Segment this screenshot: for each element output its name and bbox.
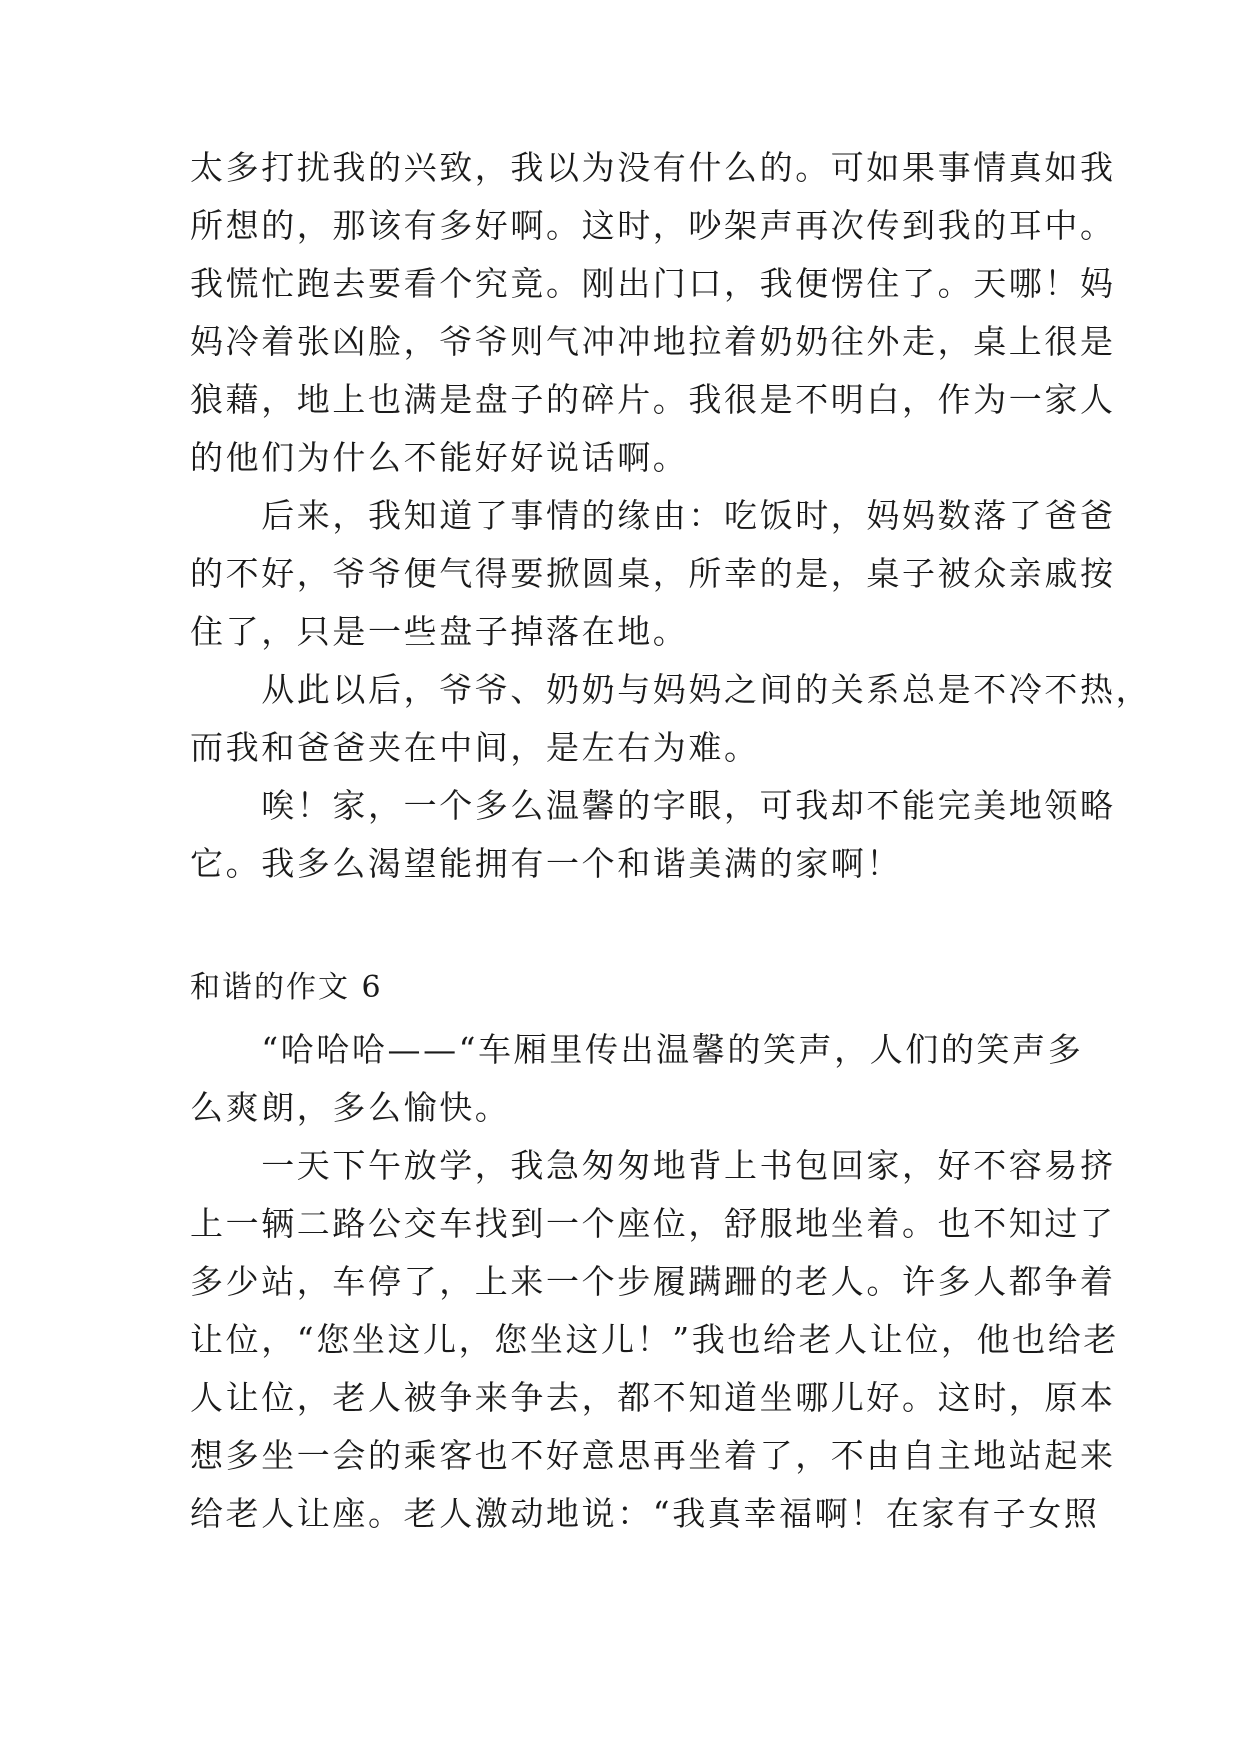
- paragraph-line: 么爽朗，多么愉快。: [190, 1088, 511, 1127]
- paragraph-line: 一天下午放学，我急匆匆地背上书包回家，好不容易挤: [190, 1146, 1116, 1185]
- paragraph-line: 人让位，老人被争来争去，都不知道坐哪儿好。这时，原本: [190, 1378, 1116, 1417]
- paragraph-line: 太多打扰我的兴致，我以为没有什么的。可如果事情真如我: [190, 148, 1116, 187]
- paragraph-line: 给老人让座。老人激动地说：“我真幸福啊！在家有子女照: [190, 1494, 1100, 1533]
- paragraph-line: 想多坐一会的乘客也不好意思再坐着了，不由自主地站起来: [190, 1436, 1116, 1475]
- paragraph-line: 狼藉，地上也满是盘子的碎片。我很是不明白，作为一家人: [190, 380, 1116, 419]
- paragraph-line: 后来，我知道了事情的缘由：吃饭时，妈妈数落了爸爸: [190, 496, 1116, 535]
- paragraph-line: “哈哈哈——“车厢里传出温馨的笑声，人们的笑声多: [190, 1030, 1084, 1069]
- paragraph-line: 多少站，车停了，上来一个步履蹒跚的老人。许多人都争着: [190, 1262, 1116, 1301]
- paragraph-line: 所想的，那该有多好啊。这时，吵架声再次传到我的耳中。: [190, 206, 1116, 245]
- paragraph-line: 让位，“您坐这儿，您坐这儿！”我也给老人让位，他也给老: [190, 1320, 1119, 1359]
- paragraph-line: 唉！家，一个多么温馨的字眼，可我却不能完美地领略: [190, 786, 1116, 825]
- paragraph-line: 从此以后，爷爷、奶奶与妈妈之间的关系总是不冷不热，: [190, 670, 1152, 709]
- paragraph-line: 的不好，爷爷便气得要掀圆桌，所幸的是，桌子被众亲戚按: [190, 554, 1116, 593]
- paragraph-line: 它。我多么渴望能拥有一个和谐美满的家啊！: [190, 844, 902, 883]
- paragraph-line: 上一辆二路公交车找到一个座位，舒服地坐着。也不知过了: [190, 1204, 1116, 1243]
- paragraph-line: 而我和爸爸夹在中间，是左右为难。: [190, 728, 760, 767]
- section-title: 和谐的作文 6: [190, 970, 383, 1005]
- paragraph-line: 住了，只是一些盘子掉落在地。: [190, 612, 689, 651]
- paragraph-line: 妈冷着张凶脸，爷爷则气冲冲地拉着奶奶往外走，桌上很是: [190, 322, 1116, 361]
- paragraph-line: 的他们为什么不能好好说话啊。: [190, 438, 689, 477]
- paragraph-line: 我慌忙跑去要看个究竟。刚出门口，我便愣住了。天哪！妈: [190, 264, 1116, 303]
